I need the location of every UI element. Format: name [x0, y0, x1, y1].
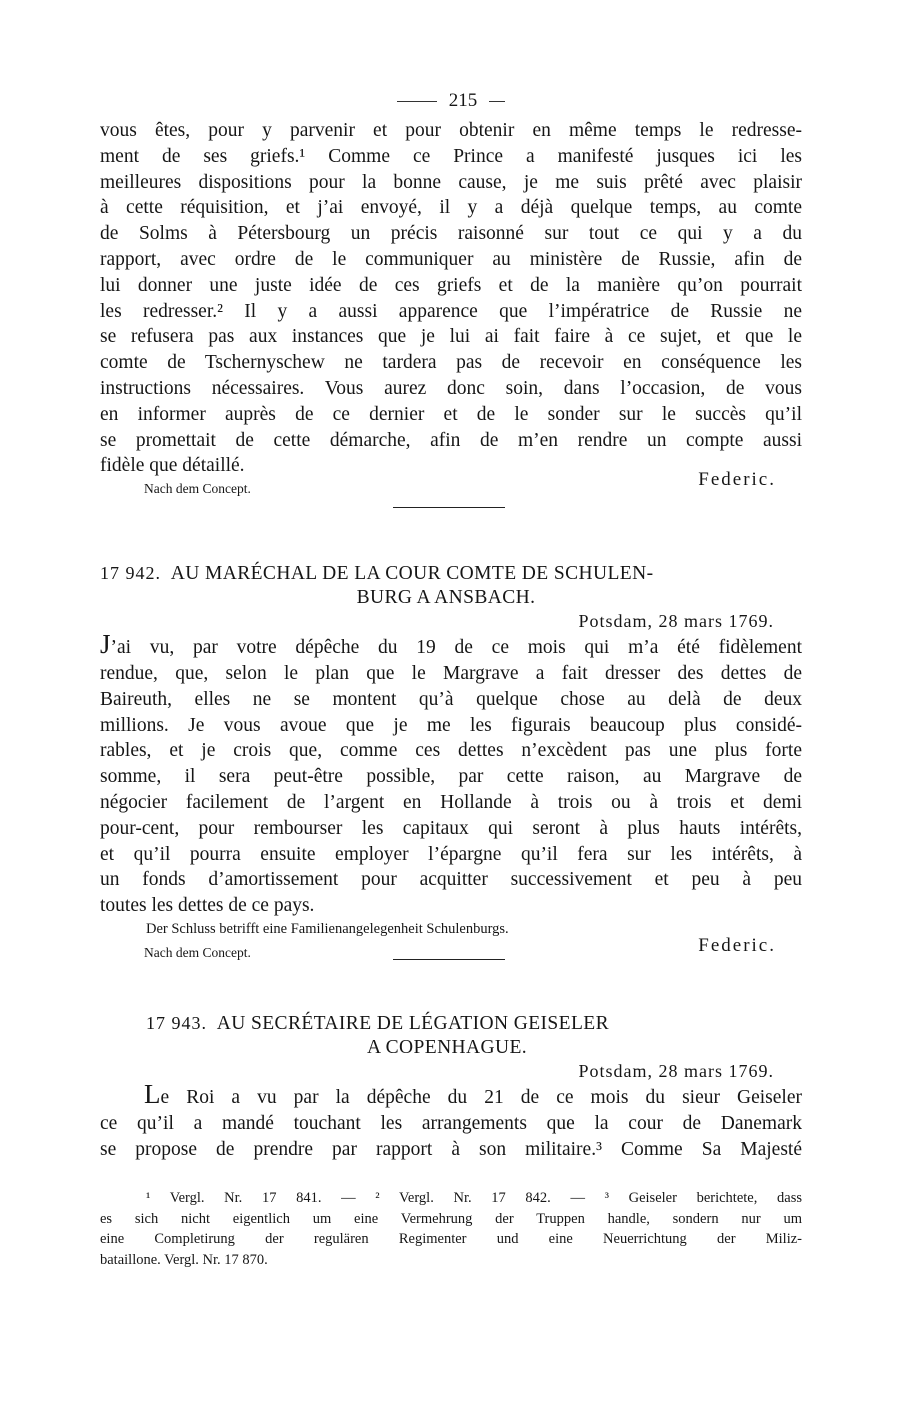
letter-address: AU MARÉCHAL DE LA COUR COMTE DE SCHULEN- — [170, 563, 654, 585]
text-line: et qu’il pourra ensuite employer l’épargne qu’il fera sur les intérêts, à — [100, 843, 802, 865]
date: 28 mars 1769. — [658, 1060, 774, 1081]
text-line: toutes les dettes de ce pays. — [100, 895, 315, 917]
text-line: fidèle que détaillé. — [100, 455, 245, 477]
text-line: vous êtes, pour y parvenir et pour obtenir en même temps le redresse- — [100, 120, 802, 141]
header-dash-right — [489, 101, 505, 102]
place: Potsdam, — [578, 611, 653, 632]
page-number: 215 — [448, 90, 478, 111]
initial-letter: J — [100, 629, 111, 660]
closing-block — [100, 469, 802, 519]
text-line: de Solms à Pétersbourg un précis raisonné sur tout ce qui y a du — [100, 223, 802, 245]
text-line: Baireuth, elles ne se montent qu’à quelque chose au delà de deux — [100, 688, 802, 710]
text-line: meilleures dispositions pour la bonne cause, je me suis prêté avec plaisir — [100, 171, 802, 193]
text-line: ce qu’il a mandé touchant les arrangements que la cour de Danemark — [100, 1112, 802, 1134]
text-line: se refusera pas aux instances que je lui ai fait faire à ce sujet, et que le — [100, 326, 802, 348]
place-date — [100, 610, 774, 632]
section-rule — [393, 959, 505, 960]
header-dash-left — [397, 101, 437, 102]
text-line: se propose de prendre par rapport à son militaire.³ Comme Sa Majesté — [100, 1138, 802, 1160]
source-note: Nach dem Concept. — [144, 944, 251, 960]
place-date — [100, 1060, 774, 1082]
text-line: millions. Je vous avoue que je me les figurais beaucoup plus considé- — [100, 714, 802, 736]
page-header — [100, 86, 802, 116]
footnote-line: bataillone. Vergl. Nr. 17 870. — [100, 1251, 268, 1268]
editorial-note: Der Schluss betrifft eine Familienangelegenheit Schulenburgs. — [146, 920, 509, 937]
source-note: Nach dem Concept. — [144, 481, 251, 497]
letter-heading — [100, 1011, 802, 1060]
letter-number: 17 943. — [146, 1012, 207, 1033]
text-line: pour-cent, pour rembourser les capitaux qui seront à plus hauts intérêts, — [100, 817, 802, 839]
document-page — [100, 86, 802, 1270]
signature: Federic. — [698, 469, 776, 491]
footnote-line: ¹ Vergl. Nr. 17 841. — ² Vergl. Nr. 17 842. — ³ Geiseler berichtete, dass — [146, 1190, 802, 1207]
text-line: lui donner une juste idée de ces griefs et de la manière qu’on pourrait — [100, 274, 802, 296]
footnotes — [100, 1188, 802, 1270]
text-line: rables, et je crois que, comme ces dettes n’excèdent pas une plus forte — [100, 740, 802, 762]
text-line: se promettait de cette démarche, afin de m’en rendre un compte aussi — [100, 429, 802, 451]
closing-block — [100, 934, 802, 973]
letter-body — [100, 629, 802, 919]
text-line: négocier facilement de l’argent en Hollande à trois ou à trois et demi — [100, 791, 802, 813]
signature: Federic. — [698, 934, 776, 956]
text-line: Le Roi a vu par la dépêche du 21 de ce mois du sieur Geiseler — [144, 1078, 802, 1109]
letter-address: AU SECRÉTAIRE DE LÉGATION GEISELER — [216, 1012, 610, 1034]
letter-address-cont: A COPENHAGUE. — [366, 1036, 528, 1058]
section-rule — [393, 507, 505, 508]
text-line: somme, il sera peut-être possible, par cette raison, au Margrave de — [100, 766, 802, 788]
text-line: rapport, avec ordre de le communiquer au ministère de Russie, afin de — [100, 248, 802, 270]
text-line: les redresser.² Il y a aussi apparence que l’impératrice de Russie ne — [100, 300, 802, 322]
letter-number: 17 942. — [100, 563, 161, 584]
text-line: en informer auprès de ce dernier et de le sonder sur le succès qu’il — [100, 403, 802, 425]
text-line: à cette réquisition, et j’ai envoyé, il y a déjà quelque temps, au comte — [100, 197, 802, 219]
text-line: J’ai vu, par votre dépêche du 19 de ce mois qui m’a été fidèlement — [100, 629, 802, 660]
place: Potsdam, — [578, 1060, 653, 1081]
letter-address-cont: BURG A ANSBACH. — [356, 587, 536, 609]
text-line: instructions nécessaires. Vous aurez donc soin, dans l’occasion, de vous — [100, 377, 802, 399]
text-line: ment de ses griefs.¹ Comme ce Prince a manifesté jusques ici les — [100, 145, 802, 167]
text-line: comte de Tschernyschew ne tardera pas de recevoir en conséquence les — [100, 352, 802, 374]
letter-body — [100, 1078, 802, 1162]
text-line: un fonds d’amortissement pour acquitter successivement et peu à peu — [100, 869, 802, 891]
footnote-line: es sich nicht eigentlich um eine Vermehrung der Truppen handle, sondern nur um — [100, 1210, 802, 1227]
letter-body-continued — [100, 118, 802, 479]
footnote-line: eine Completirung der regulären Regimenter und eine Neuerrichtung der Miliz- — [100, 1231, 802, 1248]
initial-letter: L — [144, 1078, 161, 1109]
letter-heading — [100, 561, 802, 610]
text-line: rendue, que, selon le plan que le Margrave a fait dresser des dettes de — [100, 662, 802, 684]
date: 28 mars 1769. — [658, 611, 774, 632]
